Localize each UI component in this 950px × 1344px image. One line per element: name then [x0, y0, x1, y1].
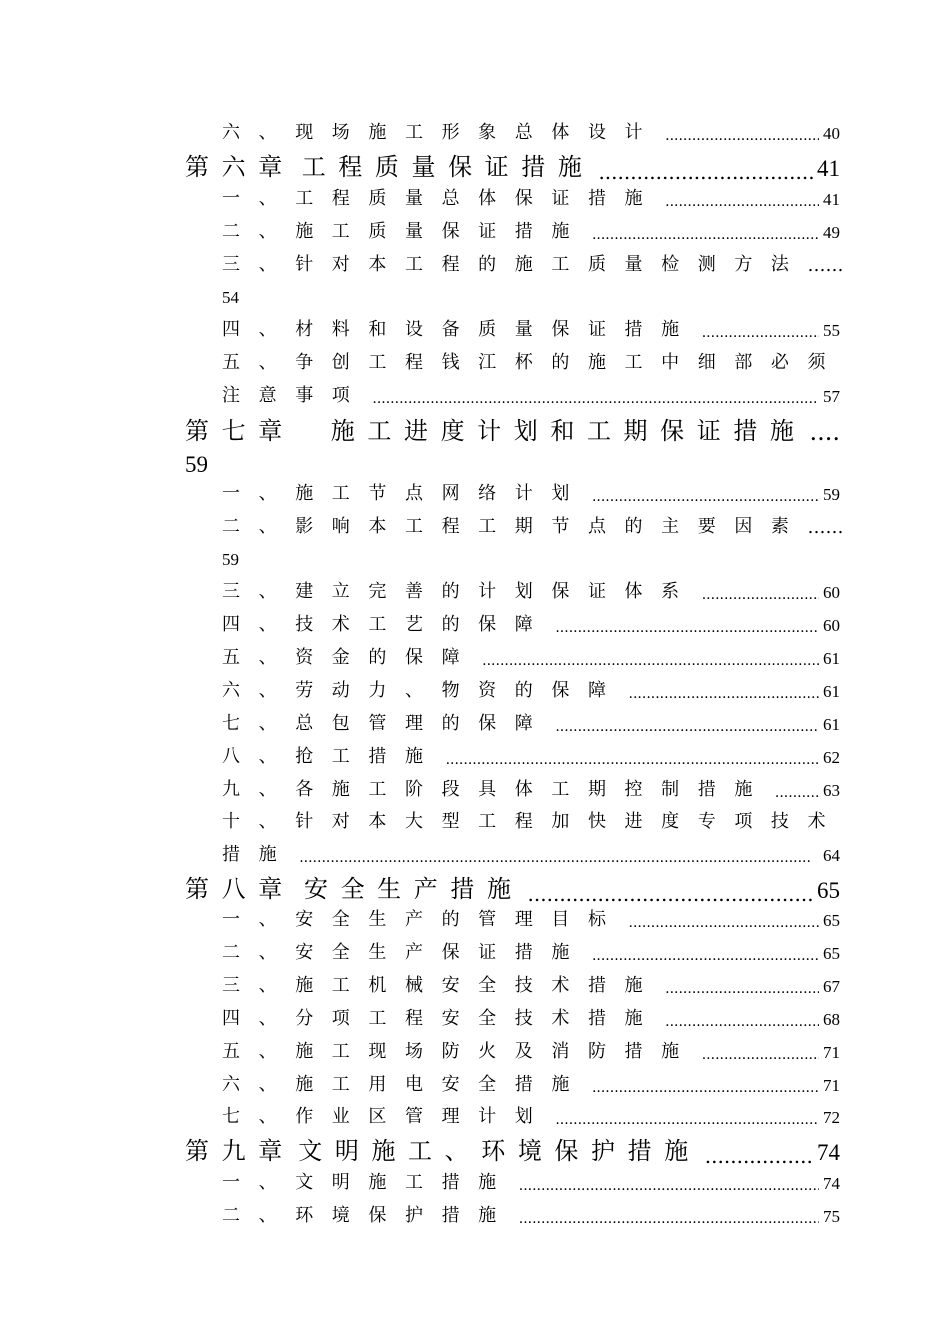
toc-page-number: 41 [823, 190, 840, 209]
toc-leader [665, 981, 819, 997]
toc-page-number: 61 [823, 715, 840, 734]
toc-section-entry[interactable] [222, 1104, 840, 1128]
section-title: 注 意 事 项 [222, 385, 350, 406]
toc-section-entry[interactable] [222, 1072, 840, 1096]
toc-section-entry[interactable] [222, 1006, 840, 1030]
toc-page-number: 65 [817, 878, 840, 903]
section-title: 十 、 针 对 本 大 型 工 程 加 快 进 度 专 项 技 术 [222, 811, 826, 832]
chapter-title: 文 明 施 工 、 环 境 保 护 措 施 [298, 1137, 689, 1165]
toc-chapter-entry[interactable] [185, 872, 840, 904]
toc-page-number: 71 [823, 1076, 840, 1095]
toc-leader [665, 128, 819, 144]
toc-page-number: 59 [823, 485, 840, 504]
toc-leader [592, 1080, 819, 1096]
toc-leader [555, 1112, 819, 1128]
toc-section-entry[interactable] [222, 612, 840, 636]
toc-page-number: 62 [823, 748, 840, 767]
toc-page-number: 41 [817, 156, 840, 181]
toc-section-entry[interactable] [222, 973, 840, 997]
section-title: 九 、 各 施 工 阶 段 具 体 工 期 控 制 措 施 [222, 779, 753, 800]
section-title: 一 、 安 全 生 产 的 管 理 目 标 [222, 909, 606, 930]
chapter-number: 第 八 章 [185, 875, 283, 903]
toc-section-entry[interactable] [222, 120, 840, 144]
section-title: 三 、 建 立 完 善 的 计 划 保 证 体 系 [222, 581, 680, 602]
section-title: 七 、 作 业 区 管 理 计 划 [222, 1106, 533, 1127]
toc-leader [702, 325, 819, 341]
toc-section-entry[interactable] [222, 317, 840, 341]
toc-leader [705, 1146, 813, 1166]
toc-page-number: 54 [222, 288, 239, 307]
toc-page-number: 40 [823, 124, 840, 143]
toc-section-entry[interactable] [222, 678, 840, 702]
toc-section-entry[interactable] [222, 744, 840, 768]
toc-section-entry[interactable] [222, 1203, 840, 1227]
section-title: 一 、 文 明 施 工 措 施 [222, 1172, 497, 1193]
section-title: 八 、 抢 工 措 施 [222, 746, 423, 767]
toc-chapter-entry[interactable] [185, 1134, 840, 1166]
toc-section-entry[interactable] [222, 219, 840, 243]
toc-section-entry[interactable] [222, 579, 840, 603]
toc-section-entry[interactable] [222, 645, 840, 669]
toc-section-entry[interactable] [222, 383, 840, 407]
toc-page-number: 64 [823, 846, 840, 865]
chapter-title: 安 全 生 产 措 施 [303, 875, 511, 903]
section-title: 二 、 安 全 生 产 保 证 措 施 [222, 942, 570, 963]
toc-leader [299, 850, 812, 866]
toc-section-entry[interactable] [222, 514, 844, 538]
toc-section-entry[interactable] [222, 481, 840, 505]
toc-page-number: 49 [823, 223, 840, 242]
toc-section-entry[interactable] [222, 809, 840, 833]
section-title: 五 、 资 金 的 保 障 [222, 647, 460, 668]
toc-leader [446, 752, 819, 768]
toc-section-entry[interactable] [222, 777, 840, 801]
toc-section-entry[interactable] [222, 711, 840, 735]
section-title: 一 、 施 工 节 点 网 络 计 划 [222, 483, 570, 504]
section-title: 一 、 工 程 质 量 总 体 保 证 措 施 [222, 188, 643, 209]
toc-page-number: 59 [222, 550, 239, 569]
section-title: 二 、 施 工 质 量 保 证 措 施 [222, 221, 570, 242]
toc-page-number: 67 [823, 977, 840, 996]
toc-chapter-entry[interactable] [185, 414, 840, 446]
section-title: 六 、 施 工 用 电 安 全 措 施 [222, 1074, 570, 1095]
toc-leader [775, 785, 819, 801]
chapter-number: 第 九 章 [185, 1137, 283, 1165]
toc-leader [665, 194, 819, 210]
toc-section-entry[interactable] [222, 186, 840, 210]
toc-page-number: 74 [817, 1140, 840, 1165]
toc-leader: …… [807, 255, 844, 276]
toc-page-number: 61 [823, 649, 840, 668]
toc-section-entry[interactable] [222, 1039, 840, 1063]
toc-leader [555, 719, 819, 735]
toc-leader [665, 1014, 819, 1030]
toc-section-entry[interactable] [222, 546, 840, 570]
toc-page-number: 71 [823, 1043, 840, 1062]
toc-leader [519, 1178, 819, 1194]
toc-leader [482, 653, 819, 669]
toc-page-number: 63 [823, 781, 840, 800]
toc-leader [372, 391, 815, 407]
toc-chapter-entry[interactable] [185, 150, 840, 182]
toc-leader: …… [807, 517, 844, 538]
toc-leader [702, 587, 819, 603]
toc-page-number: 60 [823, 583, 840, 602]
chapter-title: 施 工 进 度 计 划 和 工 期 保 证 措 施 [330, 417, 794, 445]
section-title: 三 、 针 对 本 工 程 的 施 工 质 量 检 测 方 法 [222, 254, 789, 275]
section-title: 四 、 技 术 工 艺 的 保 障 [222, 614, 533, 635]
toc-leader [629, 915, 819, 931]
section-title: 七 、 总 包 管 理 的 保 障 [222, 713, 533, 734]
toc-leader [592, 227, 819, 243]
toc-leader [555, 620, 819, 636]
toc-section-entry[interactable] [222, 1170, 840, 1194]
toc-page-number: 57 [823, 387, 840, 406]
toc-page-number: 68 [823, 1010, 840, 1029]
toc-page-number: 65 [823, 944, 840, 963]
chapter-number: 第 七 章 [185, 417, 283, 445]
toc-section-entry[interactable] [222, 350, 840, 374]
toc-section-entry[interactable] [222, 940, 840, 964]
section-title: 二 、 影 响 本 工 程 工 期 节 点 的 主 要 因 素 [222, 516, 789, 537]
toc-leader [598, 162, 813, 182]
toc-page-number: 60 [823, 616, 840, 635]
toc-page-number: 72 [823, 1108, 840, 1127]
toc-leader [629, 686, 819, 702]
section-title: 六 、 劳 动 力 、 物 资 的 保 障 [222, 680, 606, 701]
toc-section-entry[interactable] [222, 907, 840, 931]
section-title: 三 、 施 工 机 械 安 全 技 术 措 施 [222, 975, 643, 996]
section-title: 六 、 现 场 施 工 形 象 总 体 设 计 [222, 122, 643, 143]
toc-section-entry[interactable] [222, 252, 844, 276]
section-title: 五 、 施 工 现 场 防 火 及 消 防 措 施 [222, 1041, 680, 1062]
toc-leader [528, 884, 813, 904]
section-title: 四 、 材 料 和 设 备 质 量 保 证 措 施 [222, 319, 680, 340]
toc-leader [592, 489, 819, 505]
toc-section-entry[interactable] [222, 842, 840, 866]
section-title: 措 施 [222, 844, 277, 865]
section-title: 四 、 分 项 工 程 安 全 技 术 措 施 [222, 1008, 643, 1029]
toc-leader [592, 948, 819, 964]
chapter-number: 第 六 章 [185, 153, 283, 181]
toc-page-number: 75 [823, 1207, 840, 1226]
chapter-title: 工 程 质 量 保 证 措 施 [301, 153, 582, 181]
toc-page-number: 61 [823, 682, 840, 701]
toc-page-number: 74 [823, 1174, 840, 1193]
toc-leader [519, 1211, 819, 1227]
section-title: 五 、 争 创 工 程 钱 江 杯 的 施 工 中 细 部 必 须 [222, 352, 826, 373]
toc-page-number: 59 [185, 452, 208, 477]
section-title: 二 、 环 境 保 护 措 施 [222, 1205, 497, 1226]
toc-leader [702, 1047, 819, 1063]
toc-page-number: 55 [823, 321, 840, 340]
toc-page-number: 65 [823, 911, 840, 930]
toc-leader: .... [809, 418, 840, 446]
toc-chapter-entry[interactable] [185, 446, 840, 478]
toc-section-entry[interactable] [222, 284, 840, 308]
